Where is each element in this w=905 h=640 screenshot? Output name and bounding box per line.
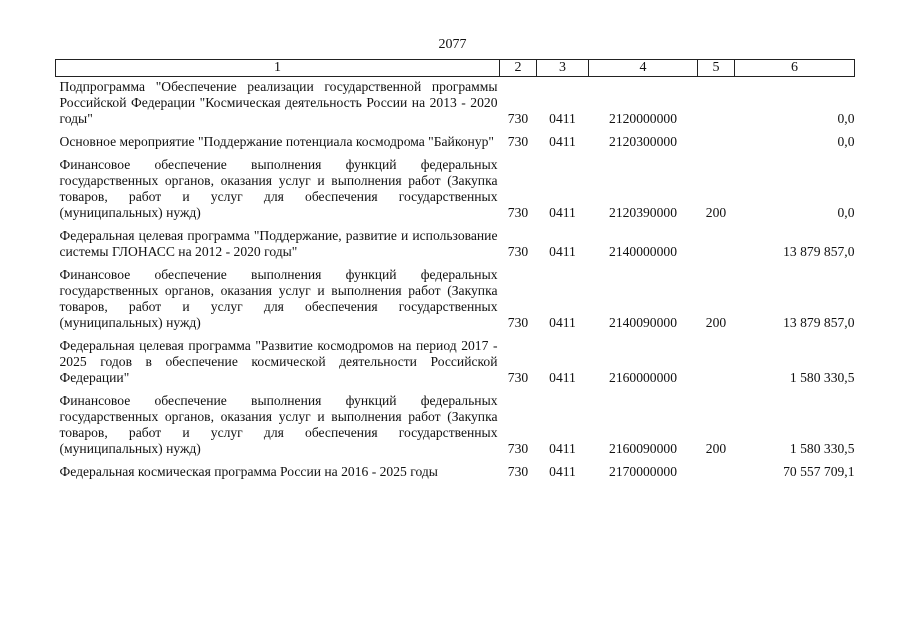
row-expense-type [698,335,735,390]
row-ministry-code: 730 [507,244,529,259]
row-name: Подпрограмма "Обеспечение реализации государственной программы Российской Федерации "Космическая деятельность России на 2013 - 2020 годы" [59,79,498,126]
row-section-code: 0411 [549,315,576,330]
row-section-code: 0411 [549,244,576,259]
row-amount: 13 879 857,0 [783,315,855,330]
row-name: Финансовое обеспечение выполнения функций федеральных государственных органов, оказания услуг и выполнения работ (Закупка товаров, работ и услуг для обеспечения государственных (муниципальных) нужд) [59,267,498,330]
row-section-code: 0411 [549,441,576,456]
page-number: 2077 [438,37,467,52]
table-row [56,461,855,484]
row-name: Основное мероприятие "Поддержание потенциала космодрома "Байконур" [59,134,494,149]
row-target-article: 2170000000 [609,464,677,479]
row-ministry-code: 730 [507,441,529,456]
row-target-article: 2120300000 [609,134,677,149]
column-header-3: 3 [537,60,589,77]
row-expense-type [698,461,735,484]
row-ministry-code: 730 [507,464,529,479]
row-expense-type: 200 [705,315,727,330]
row-target-article: 2120390000 [609,205,677,220]
row-amount: 70 557 709,1 [783,464,855,479]
table-row [56,131,855,154]
row-amount: 1 580 330,5 [789,370,855,385]
table-row [56,154,855,225]
row-amount: 1 580 330,5 [789,441,855,456]
row-target-article: 2120000000 [609,111,677,126]
row-expense-type: 200 [705,441,727,456]
column-header-2: 2 [500,60,537,77]
table-row [56,390,855,461]
row-expense-type [698,77,735,132]
row-section-code: 0411 [549,134,576,149]
row-name: Федеральная целевая программа "Развитие космодромов на период 2017 - 2025 годов в обеспечение космической деятельности Российской Федерации" [59,338,498,385]
row-target-article: 2140090000 [609,315,677,330]
row-amount: 0,0 [837,111,855,126]
row-ministry-code: 730 [507,205,529,220]
row-target-article: 2160090000 [609,441,677,456]
table-body [56,77,855,485]
row-section-code: 0411 [549,464,576,479]
row-name: Федеральная космическая программа России на 2016 - 2025 годы [59,464,438,479]
row-section-code: 0411 [549,205,576,220]
row-ministry-code: 730 [507,315,529,330]
row-target-article: 2140000000 [609,244,677,259]
column-header-6: 6 [735,60,855,77]
row-amount: 0,0 [837,134,855,149]
column-header-1: 1 [56,60,500,77]
row-expense-type [698,225,735,264]
row-section-code: 0411 [549,111,576,126]
column-header-4: 4 [589,60,698,77]
row-amount: 13 879 857,0 [783,244,855,259]
row-name: Финансовое обеспечение выполнения функций федеральных государственных органов, оказания услуг и выполнения работ (Закупка товаров, работ и услуг для обеспечения государственных (муниципальных) нужд) [59,393,498,456]
row-expense-type: 200 [705,205,727,220]
row-section-code: 0411 [549,370,576,385]
table-row [56,335,855,390]
row-ministry-code: 730 [507,111,529,126]
row-ministry-code: 730 [507,134,529,149]
table-row [56,225,855,264]
row-ministry-code: 730 [507,370,529,385]
table-header [56,60,855,77]
column-header-5: 5 [698,60,735,77]
row-amount: 0,0 [837,205,855,220]
row-name: Федеральная целевая программа "Поддержание, развитие и использование системы ГЛОНАСС на 2012 - 2020 годы" [59,228,498,259]
budget-table [55,59,855,484]
row-expense-type [698,131,735,154]
row-target-article: 2160000000 [609,370,677,385]
header-row [56,60,855,77]
table-row [56,77,855,132]
row-name: Финансовое обеспечение выполнения функций федеральных государственных органов, оказания услуг и выполнения работ (Закупка товаров, работ и услуг для обеспечения государственных (муниципальных) нужд) [59,157,498,220]
table-row [56,264,855,335]
